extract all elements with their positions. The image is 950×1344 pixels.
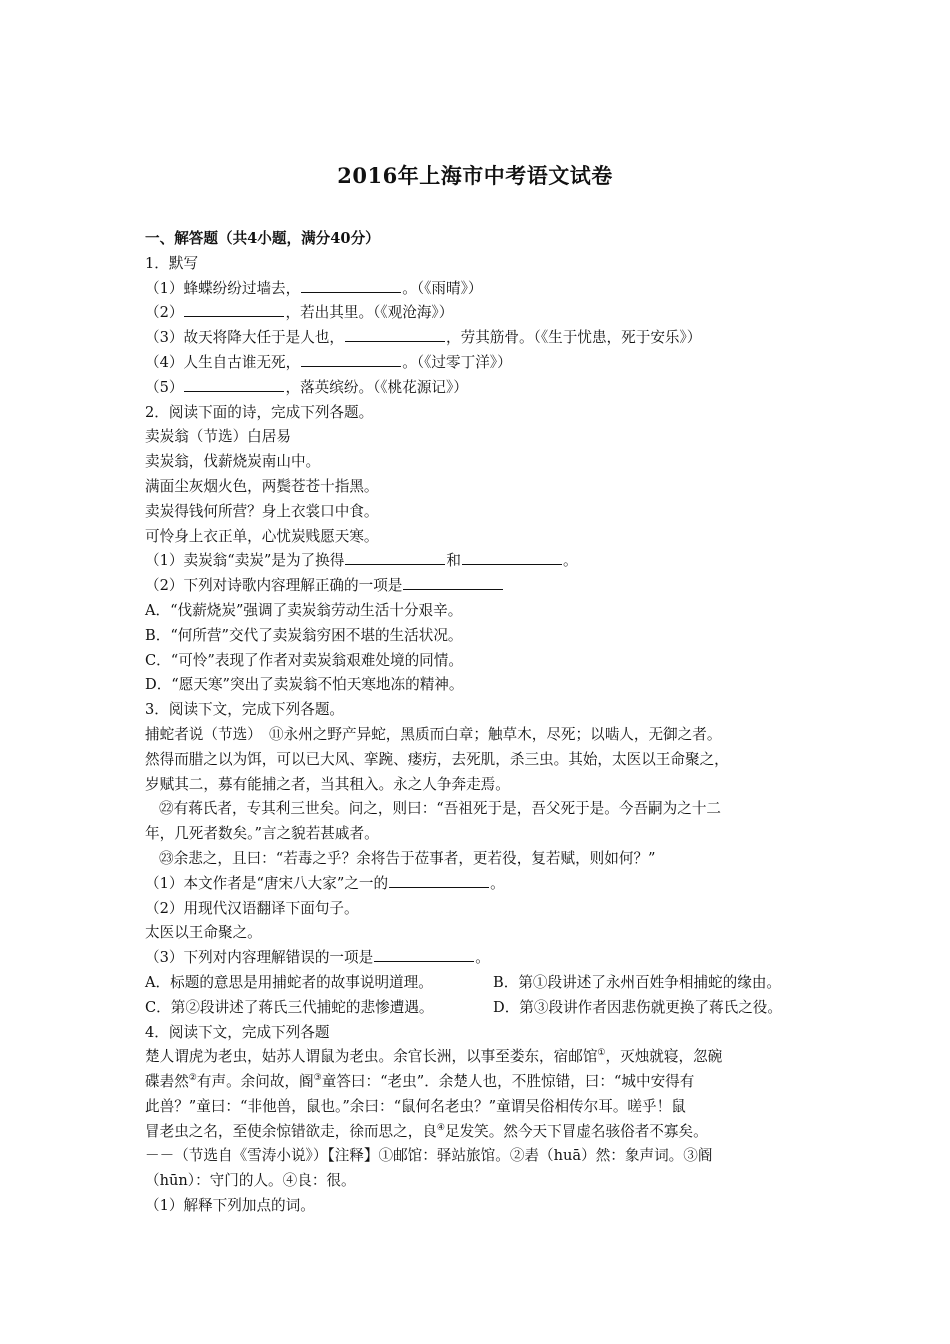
passage-line: 此兽？”童曰：“非他兽，鼠也。”余曰：“鼠何名老虫？”童谓吴俗相传尔耳。嗟乎！鼠: [145, 1097, 686, 1115]
q3-sub2: （2）用现代汉语翻译下面句子。: [145, 899, 359, 917]
passage-line: 冒老虫之名，至使余惊错欲走，徐而思之，良④足发笑。然今天下冒虚名骇俗者不寡矣。: [145, 1122, 708, 1140]
q3-option-a: A．标题的意思是用捕蛇者的故事说明道理。: [145, 973, 433, 991]
answer-blank: [184, 377, 284, 392]
q2-option-c: C．“可怜”表现了作者对卖炭翁艰难处境的同情。: [145, 651, 463, 669]
answer-blank: [345, 327, 445, 342]
poem-line: 满面尘灰烟火色，两鬓苍苍十指黑。: [145, 477, 379, 495]
footnote-mark: ①: [597, 1048, 606, 1059]
q2-stem: 2．阅读下面的诗，完成下列各题。: [145, 403, 374, 421]
footnote-mark: ②: [188, 1073, 197, 1084]
answer-blank: [301, 352, 401, 367]
q2-sub1: （1）卖炭翁“卖炭”是为了换得 和 。: [145, 552, 578, 570]
q3-option-d: D．第③段讲作者因悲伤就更换了蒋氏之役。: [493, 998, 782, 1016]
poem-line: 卖炭翁（节选）白居易: [145, 428, 291, 446]
q1-item-3: （3）故天将降大任于是人也， ，劳其筋骨。（《生于忧患，死于安乐》）: [145, 329, 702, 347]
q3-sub3: （3）下列对内容理解错误的一项是 。: [145, 949, 490, 967]
q1-stem: 1．默写: [145, 254, 199, 272]
q2-sub2: （2）下列对诗歌内容理解正确的一项是: [145, 574, 825, 599]
poem-line: 可怜身上衣正单，心忧炭贱愿天寒。: [145, 527, 379, 545]
q4-sub1: （1）解释下列加点的词。: [145, 1197, 315, 1215]
annotation-line: （hūn）：守门的人。④良：很。: [145, 1172, 356, 1190]
q3-sub1: （1）本文作者是“唐宋八大家”之一的 。: [145, 874, 505, 892]
passage-line: ㉓余悲之，且曰：“若毒之乎？余将告于莅事者，更若役，复若赋，则如何？”: [159, 849, 656, 867]
passage-line: 岁赋其二，募有能捕之者，当其租入。永之人争奔走焉。: [145, 775, 510, 793]
q1-item-5: （5） ，落英缤纷。（《桃花源记》）: [145, 378, 468, 396]
answer-blank: [462, 550, 562, 565]
q3-option-c: C．第②段讲述了蒋氏三代捕蛇的悲惨遭遇。: [145, 998, 434, 1016]
q3-option-b: B．第①段讲述了永州百姓争相捕蛇的缘由。: [493, 973, 782, 991]
q2-option-b: B．“何所营”交代了卖炭翁穷困不堪的生活状况。: [145, 626, 463, 644]
q3-sub2-sentence: 太医以王命聚之。: [145, 924, 262, 942]
footnote-mark: ③: [313, 1073, 322, 1084]
passage-line: 年，几死者数矣。”言之貌若甚戚者。: [145, 825, 379, 843]
answer-blank: [403, 575, 503, 590]
exam-content: [145, 227, 825, 1219]
footnote-mark: ④: [436, 1122, 445, 1133]
poem-line: 卖炭翁，伐薪烧炭南山中。: [145, 453, 321, 471]
q3-options-row-2: [145, 996, 825, 1021]
passage-line: ㉒有蒋氏者，专其利三世矣。问之，则曰：“吾祖死于是，吾父死于是。今吾嗣为之十二: [159, 800, 722, 818]
answer-blank: [374, 947, 474, 962]
annotation-line: －－（节选自《雪涛小说》）【注释】①邮馆：驿站旅馆。②砉（huā）然：象声词。③阍: [145, 1147, 713, 1165]
q2-option-a: A．“伐薪烧炭”强调了卖炭翁劳动生活十分艰辛。: [145, 601, 463, 619]
answer-blank: [184, 302, 284, 317]
q3-options-row-1: [145, 971, 825, 996]
q2-option-d: D．“愿天寒”突出了卖炭翁不怕天寒地冻的精神。: [145, 676, 464, 694]
answer-blank: [345, 550, 445, 565]
q1-item-2: （2） ，若出其里。（《观沧海》）: [145, 304, 454, 322]
answer-blank: [301, 278, 401, 293]
passage-line: 碟砉然②有声。余问故，阍③童答曰：“老虫”．余楚人也，不胜惊错，曰：“城中安得有: [145, 1073, 695, 1091]
page-title: 2016年上海市中考语文试卷: [337, 163, 613, 188]
answer-blank: [389, 873, 489, 888]
section-heading: 一、解答题（共4小题，满分40分）: [145, 230, 380, 247]
passage-line: 捕蛇者说（节选） ⑪永州之野产异蛇，黑质而白章；触草木，尽死；以啮人，无御之者。: [145, 725, 722, 743]
q1-item-1: （1）蜂蝶纷纷过墙去， 。（《雨晴》）: [145, 279, 483, 297]
poem-line: 卖炭得钱何所营？身上衣裳口中食。: [145, 502, 379, 520]
passage-line: 楚人谓虎为老虫，姑苏人谓鼠为老虫。余官长洲，以事至娄东，宿邮馆①，灭烛就寝，忽碗: [145, 1048, 723, 1066]
q1-item-4: （4）人生自古谁无死， 。（《过零丁洋》）: [145, 353, 512, 371]
passage-line: 然得而腊之以为饵，可以已大风、挛踠、瘘疠，去死肌，杀三虫。其始，太医以王命聚之，: [145, 750, 729, 768]
q3-stem: 3．阅读下文，完成下列各题。: [145, 701, 345, 719]
q4-stem: 4．阅读下文，完成下列各题: [145, 1023, 330, 1041]
